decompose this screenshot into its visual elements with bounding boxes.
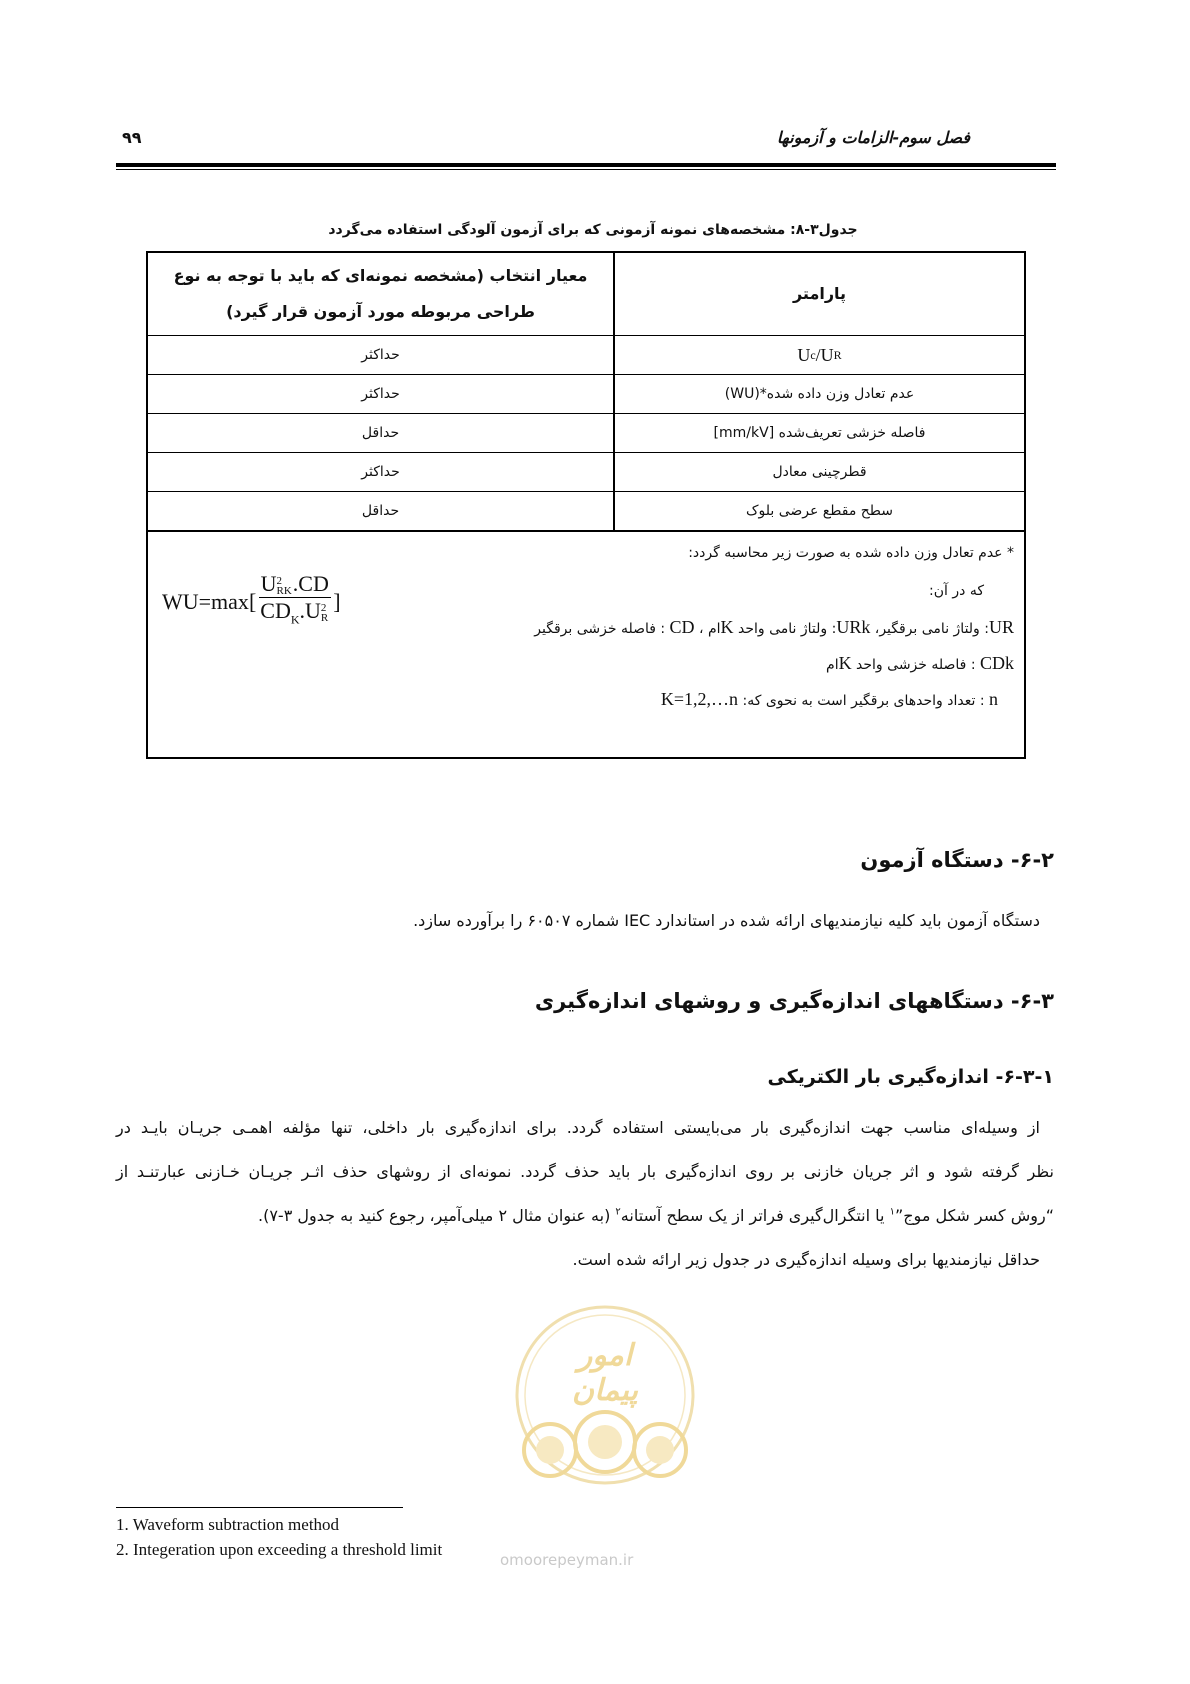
note-text: : ولتاژ نامی برقگیر، — [870, 621, 989, 637]
den-sub-r: R — [320, 611, 329, 624]
note-line-4 — [826, 653, 1014, 674]
paragraph-line-3 — [258, 1206, 1054, 1225]
section-6-3-heading: ۶-۳- دستگاههای اندازه‌گیری و روشهای اندازه‌گیری — [534, 989, 1054, 1013]
paragraph-line-2: نظر گرفته شود و اثر جریان خازنی بر روی اندازه‌گیری بار باید حذف گردد. نمونه‌ای از روشهای حذف اثـر جریـان خـازنی عبارتنـد از — [116, 1162, 1054, 1181]
symbol-cdk: CDk — [979, 653, 1014, 673]
symbol-cd: CD — [669, 617, 695, 637]
note-line-2: که در آن: — [929, 583, 984, 599]
formula-lhs: WU=max — [162, 588, 249, 614]
table-row-param: فاصله خزشی تعریف‌شده [mm/kV] — [713, 425, 926, 441]
watermark-logo — [495, 1300, 715, 1500]
note-text: : ولتاژ نامی واحد — [733, 621, 837, 637]
num-sub: RK — [276, 584, 292, 597]
section-6-2-body: دستگاه آزمون باید کلیه نیازمندیهای ارائه شده در استاندارد IEC شماره ۶۰۵۰۷ را برآورده سازد. — [413, 911, 1040, 930]
specimen-table — [146, 251, 1026, 759]
note-text: : فاصله خزشی برقگیر — [534, 621, 670, 637]
den-u: .U — [299, 598, 321, 623]
bracket-close: ] — [333, 588, 341, 614]
symbol-k: K — [720, 617, 734, 637]
section-6-3-1-heading: ۶-۳-۱- اندازه‌گیری بار الکتریکی — [767, 1066, 1054, 1088]
formula-numerator — [259, 571, 331, 598]
footnote-ref-2: ۲ — [615, 1206, 621, 1218]
footnote-rule — [116, 1507, 403, 1508]
den-cd: CD — [260, 598, 291, 623]
chapter-title: فصل سوم-الزامات و آزمونها — [776, 128, 970, 147]
num-sup: 2 — [276, 574, 283, 587]
column-header-criteria — [148, 253, 613, 335]
table-row-criteria: حداکثر — [361, 464, 400, 480]
num-cd: .CD — [292, 571, 329, 596]
symbol-ur: UR — [988, 617, 1014, 637]
table-row-criteria: حداقل — [361, 425, 400, 441]
quote-term: “روش کسر شکل موج” — [894, 1206, 1054, 1225]
row-divider — [148, 530, 1024, 532]
table-row-criteria: حداکثر — [361, 347, 400, 363]
formula-fraction — [258, 571, 331, 632]
page-number: ۹۹ — [122, 128, 142, 147]
table-row-criteria: حداقل — [361, 503, 400, 519]
note-line-1: * عدم تعادل وزن داده شده به صورت زیر محاسبه گردد: — [688, 545, 1014, 561]
table-row-param: U c /U R — [797, 344, 842, 365]
table-row-criteria: حداکثر — [361, 386, 400, 402]
note-line-5 — [661, 689, 998, 710]
note-text: ام ، — [694, 621, 721, 637]
footnote-1: 1. Waveform subtraction method — [116, 1515, 340, 1534]
num-u: U — [260, 571, 277, 596]
symbol-k: K — [838, 653, 852, 673]
symbol-n: n — [989, 689, 998, 709]
paragraph-line-4: حداقل نیازمندیها برای وسیله اندازه‌گیری در جدول زیر ارائه شده است. — [572, 1250, 1040, 1269]
header-rule-thick — [116, 163, 1056, 167]
criteria-header-line1: معیار انتخاب (مشخصه نمونه‌ای که باید با توجه به نوع — [173, 266, 588, 285]
note-text: : فاصله خزشی واحد — [851, 657, 980, 673]
note-text: ام — [826, 657, 839, 673]
table-row-param: عدم تعادل وزن داده شده*(WU) — [724, 386, 915, 402]
watermark-url: omoorepeyman.ir — [500, 1551, 634, 1569]
den-sup: 2 — [320, 601, 327, 614]
note-text: : تعداد واحدهای برقگیر است به نحوی که: — [738, 693, 989, 709]
wu-formula — [162, 571, 341, 632]
footnote-2: 2. Integeration upon exceeding a threshold limit — [116, 1540, 443, 1559]
paragraph-line-1: از وسیله‌ای مناسب جهت اندازه‌گیری بار می‌بایستی استفاده گردد. برای اندازه‌گیری بار داخلی، تنها مؤلفه اهمـی جریـان بایـد در — [116, 1118, 1040, 1137]
den-sub-k: K — [290, 612, 300, 627]
symbol-urk: URk — [836, 617, 871, 637]
footnote-ref-1: ۱ — [889, 1206, 895, 1218]
table-row-param: سطح مقطع عرضی بلوک — [745, 503, 894, 519]
note-line-3 — [534, 617, 1014, 638]
section-6-2-heading: ۶-۲- دستگاه آزمون — [860, 848, 1054, 872]
bracket-open: [ — [248, 588, 257, 614]
paragraph-text: (به عنوان مثال ۲ میلی‌آمپر، رجوع کنید به جدول ۳-۷). — [258, 1206, 616, 1225]
k-range: K=1,2,…n — [660, 689, 739, 709]
formula-denominator — [258, 598, 331, 632]
header-rule-thin — [116, 169, 1056, 170]
column-header-parameter: پارامتر — [792, 284, 847, 303]
criteria-header-line2: طراحی مربوطه مورد آزمون قرار گیرد) — [226, 302, 535, 321]
table-row-param: قطرچینی معادل — [772, 464, 867, 480]
table-caption: جدول۳-۸: مشخصه‌های نمونه آزمونی که برای آزمون آلودگی استفاده می‌گردد — [328, 222, 858, 238]
paragraph-text: یا انتگرال‌گیری فراتر از یک سطح آستانه — [620, 1206, 890, 1225]
watermark-logo-text: امور پیمان — [572, 1338, 638, 1408]
